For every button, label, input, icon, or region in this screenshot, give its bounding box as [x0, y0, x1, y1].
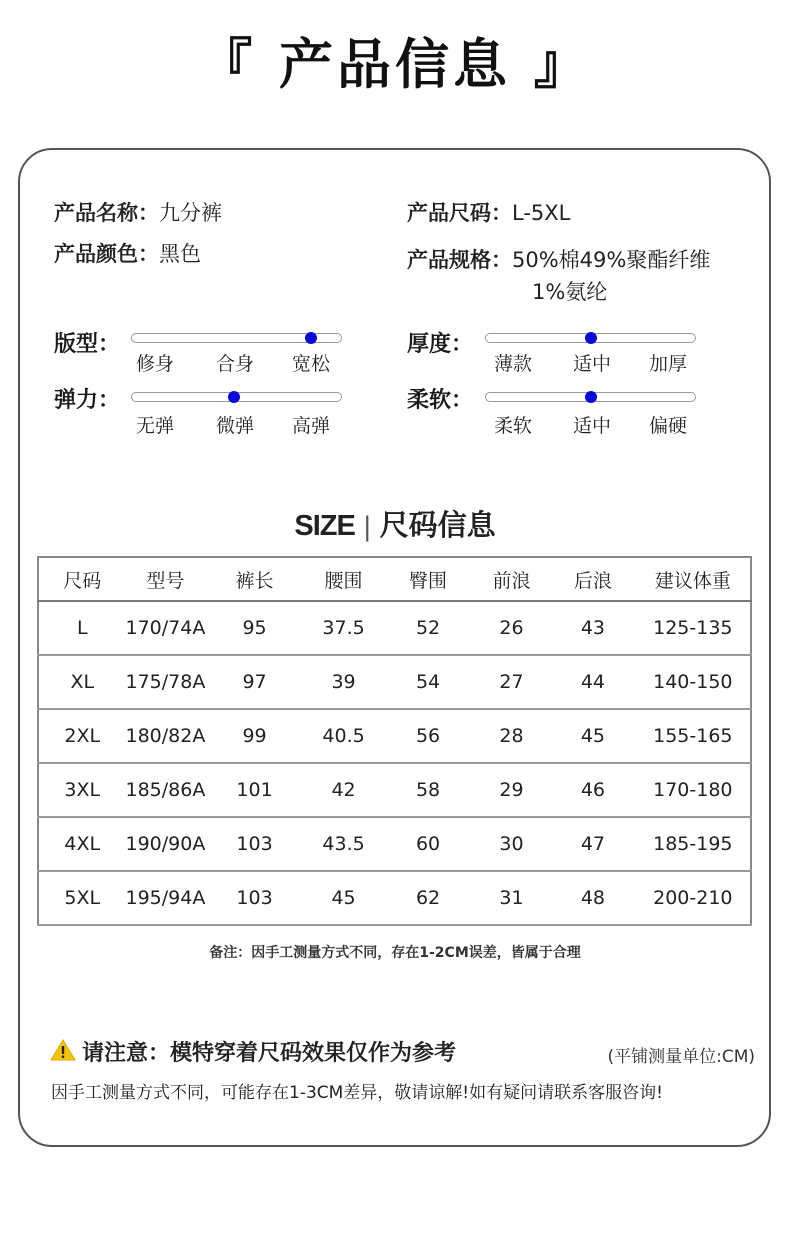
thickness-option-2: 适中	[572, 353, 611, 375]
header-front-rise: 前浪	[473, 557, 550, 601]
table-cell: 60	[383, 817, 472, 871]
table-cell: 29	[473, 763, 550, 817]
table-cell: 103	[205, 871, 303, 925]
elasticity-scale-marker	[228, 391, 240, 403]
product-size-value: L-5XL	[512, 201, 571, 225]
measurement-unit-text: (平铺测量单位:CM)	[607, 1047, 755, 1067]
table-cell: 170/74A	[126, 601, 206, 655]
table-cell: 99	[205, 709, 303, 763]
header-hip: 臀围	[383, 557, 472, 601]
table-cell: 95	[205, 601, 303, 655]
table-cell: 195/94A	[126, 871, 206, 925]
table-cell: 37.5	[304, 601, 384, 655]
table-cell: 45	[304, 871, 384, 925]
table-cell: 42	[304, 763, 384, 817]
fit-scale-track	[131, 333, 342, 343]
table-cell: 4XL	[38, 817, 126, 871]
table-cell: 3XL	[38, 763, 126, 817]
table-cell: 185/86A	[126, 763, 206, 817]
table-cell: 43.5	[304, 817, 384, 871]
table-cell: 97	[205, 655, 303, 709]
header-size: 尺码	[38, 557, 126, 601]
fit-scale-marker	[305, 332, 317, 344]
measurement-note: 备注：因手工测量方式不同，存在1-2CM误差，皆属于合理	[209, 945, 581, 961]
fit-option-1: 修身	[135, 353, 174, 375]
header-weight: 建议体重	[636, 557, 751, 601]
thickness-scale-label: 厚度：	[407, 332, 474, 357]
header-waist: 腰围	[304, 557, 384, 601]
table-cell: 62	[383, 871, 472, 925]
product-size-label: 产品尺码：	[407, 201, 512, 225]
table-cell: XL	[38, 655, 126, 709]
table-cell: 140-150	[636, 655, 751, 709]
table-cell: 26	[473, 601, 550, 655]
product-name-value: 九分裤	[159, 201, 222, 225]
table-cell: 125-135	[636, 601, 751, 655]
fit-option-3: 宽松	[291, 353, 330, 375]
softness-scale-label: 柔软：	[407, 388, 474, 413]
page-title: 『 产品信息 』	[198, 33, 592, 96]
thickness-option-3: 加厚	[648, 353, 687, 375]
table-cell: 45	[550, 709, 635, 763]
table-cell: 46	[550, 763, 635, 817]
thickness-option-1: 薄款	[493, 353, 532, 375]
product-color-value: 黑色	[159, 242, 201, 266]
table-cell: 101	[205, 763, 303, 817]
table-cell: 58	[383, 763, 472, 817]
table-cell: 200-210	[636, 871, 751, 925]
product-spec-line2-row	[532, 276, 607, 306]
softness-option-3: 偏硬	[648, 415, 687, 437]
warning-main-text: 请注意：模特穿着尺码效果仅作为参考	[82, 1041, 457, 1066]
product-size-row	[407, 197, 570, 227]
product-color-label: 产品颜色：	[54, 242, 159, 266]
table-cell: 44	[550, 655, 635, 709]
elasticity-option-1: 无弹	[135, 415, 174, 437]
size-title-en: SIZE	[294, 510, 355, 542]
elasticity-option-3: 高弹	[291, 415, 330, 437]
product-spec-row	[407, 244, 710, 274]
table-cell: 180/82A	[126, 709, 206, 763]
elasticity-scale-track	[131, 392, 342, 402]
table-cell: 103	[205, 817, 303, 871]
table-cell: 155-165	[636, 709, 751, 763]
header-length: 裤长	[205, 557, 303, 601]
softness-scale-track	[485, 392, 696, 402]
table-cell: 40.5	[304, 709, 384, 763]
table-row	[38, 763, 751, 817]
table-cell: 43	[550, 601, 635, 655]
table-row	[38, 817, 751, 871]
table-cell: 54	[383, 655, 472, 709]
size-table	[37, 556, 752, 926]
product-name-label: 产品名称：	[54, 201, 159, 225]
table-cell: 39	[304, 655, 384, 709]
table-header-row	[38, 557, 751, 601]
table-cell: 170-180	[636, 763, 751, 817]
product-spec-value-line2: 1%氨纶	[532, 280, 608, 304]
size-title-separator: |	[362, 512, 372, 542]
warning-sub-text: 因手工测量方式不同，可能存在1-3CM差异，敬请谅解!如有疑问请联系客服咨询!	[51, 1083, 663, 1103]
header-back-rise: 后浪	[550, 557, 635, 601]
fit-scale-label: 版型：	[54, 332, 121, 357]
table-cell: 27	[473, 655, 550, 709]
table-cell: 30	[473, 817, 550, 871]
elasticity-scale-label: 弹力：	[54, 388, 121, 413]
softness-scale-marker	[585, 391, 597, 403]
size-section-title	[0, 503, 790, 544]
fit-option-2: 合身	[215, 353, 254, 375]
table-cell: 56	[383, 709, 472, 763]
product-spec-label: 产品规格：	[407, 248, 512, 272]
size-title-cn: 尺码信息	[379, 508, 496, 542]
table-cell: L	[38, 601, 126, 655]
thickness-scale-track	[485, 333, 696, 343]
warning-line	[50, 1036, 755, 1067]
table-cell: 5XL	[38, 871, 126, 925]
softness-option-2: 适中	[572, 415, 611, 437]
table-row	[38, 655, 751, 709]
table-cell: 31	[473, 871, 550, 925]
table-row	[38, 709, 751, 763]
table-cell: 28	[473, 709, 550, 763]
table-row	[38, 601, 751, 655]
table-cell: 48	[550, 871, 635, 925]
table-cell: 2XL	[38, 709, 126, 763]
product-spec-value-line1: 50%棉49%聚酯纤维	[512, 248, 711, 272]
table-cell: 190/90A	[126, 817, 206, 871]
table-cell: 47	[550, 817, 635, 871]
table-cell: 185-195	[636, 817, 751, 871]
table-cell: 175/78A	[126, 655, 206, 709]
product-color-row	[54, 238, 201, 268]
product-name-row	[54, 197, 222, 227]
thickness-scale-marker	[585, 332, 597, 344]
table-row	[38, 871, 751, 925]
elasticity-option-2: 微弹	[215, 415, 254, 437]
header-model: 型号	[126, 557, 206, 601]
table-cell: 52	[383, 601, 472, 655]
softness-option-1: 柔软	[493, 415, 532, 437]
warning-icon	[50, 1039, 76, 1065]
